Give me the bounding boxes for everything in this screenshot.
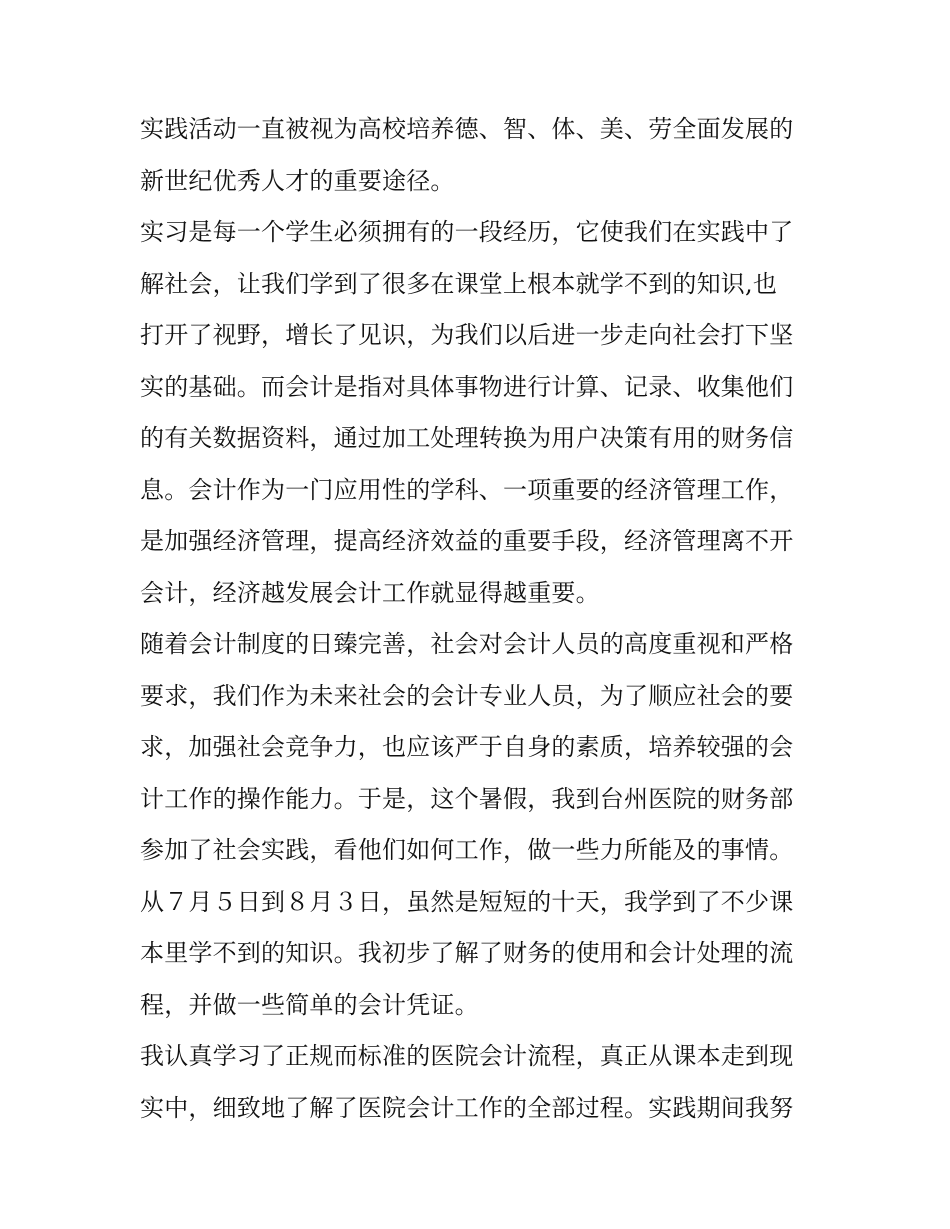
text-line: 实习是每一个学生必须拥有的一段经历，它使我们在实践中了 (140, 218, 794, 246)
text-line: 实的基础。而会计是指对具体事物进行计算、记录、收集他们 (140, 372, 794, 401)
text-line: 息。会计作为一门应用性的学科、一项重要的经济管理工作， (140, 475, 794, 504)
text-line: 新世纪优秀人才的重要途径。 (140, 166, 455, 195)
text-line: 程，并做一些简单的会计凭证。 (140, 990, 479, 1019)
text-line: 本里学不到的知识。我初步了解了财务的使用和会计处理的流 (140, 939, 794, 967)
text-line: 是加强经济管理，提高经济效益的重要手段，经济管理离不开 (140, 527, 794, 555)
document-body (140, 104, 820, 1134)
text-line: 我认真学习了正规而标准的医院会计流程，真正从课本走到现 (140, 1042, 794, 1070)
text-line: 实践活动一直被视为高校培养德、智、体、美、劳全面发展的 (140, 115, 794, 143)
text-line: 解社会，让我们学到了很多在课堂上根本就学不到的知识,也 (140, 269, 778, 298)
text-line: 会计，经济越发展会计工作就显得越重要。 (140, 578, 600, 607)
text-line: 打开了视野，增长了见识，为我们以后进一步走向社会打下坚 (140, 321, 794, 349)
text-line: 参加了社会实践，看他们如何工作，做一些力所能及的事情。 (140, 836, 794, 864)
text-line: 的有关数据资料，通过加工处理转换为用户决策有用的财务信 (140, 424, 794, 452)
text-line: 实中，细致地了解了医院会计工作的全部过程。实践期间我努 (140, 1093, 794, 1122)
text-line: 求，加强社会竞争力，也应该严于自身的素质，培养较强的会 (140, 733, 794, 761)
text-line: 随着会计制度的日臻完善，社会对会计人员的高度重视和严格 (140, 630, 794, 658)
text-line: 计工作的操作能力。于是，这个暑假，我到台州医院的财务部 (140, 784, 794, 813)
text-line: 要求，我们作为未来社会的会计专业人员，为了顺应社会的要 (140, 681, 794, 710)
text-line: 从７月５日到８月３日，虽然是短短的十天，我学到了不少课 (140, 887, 794, 916)
